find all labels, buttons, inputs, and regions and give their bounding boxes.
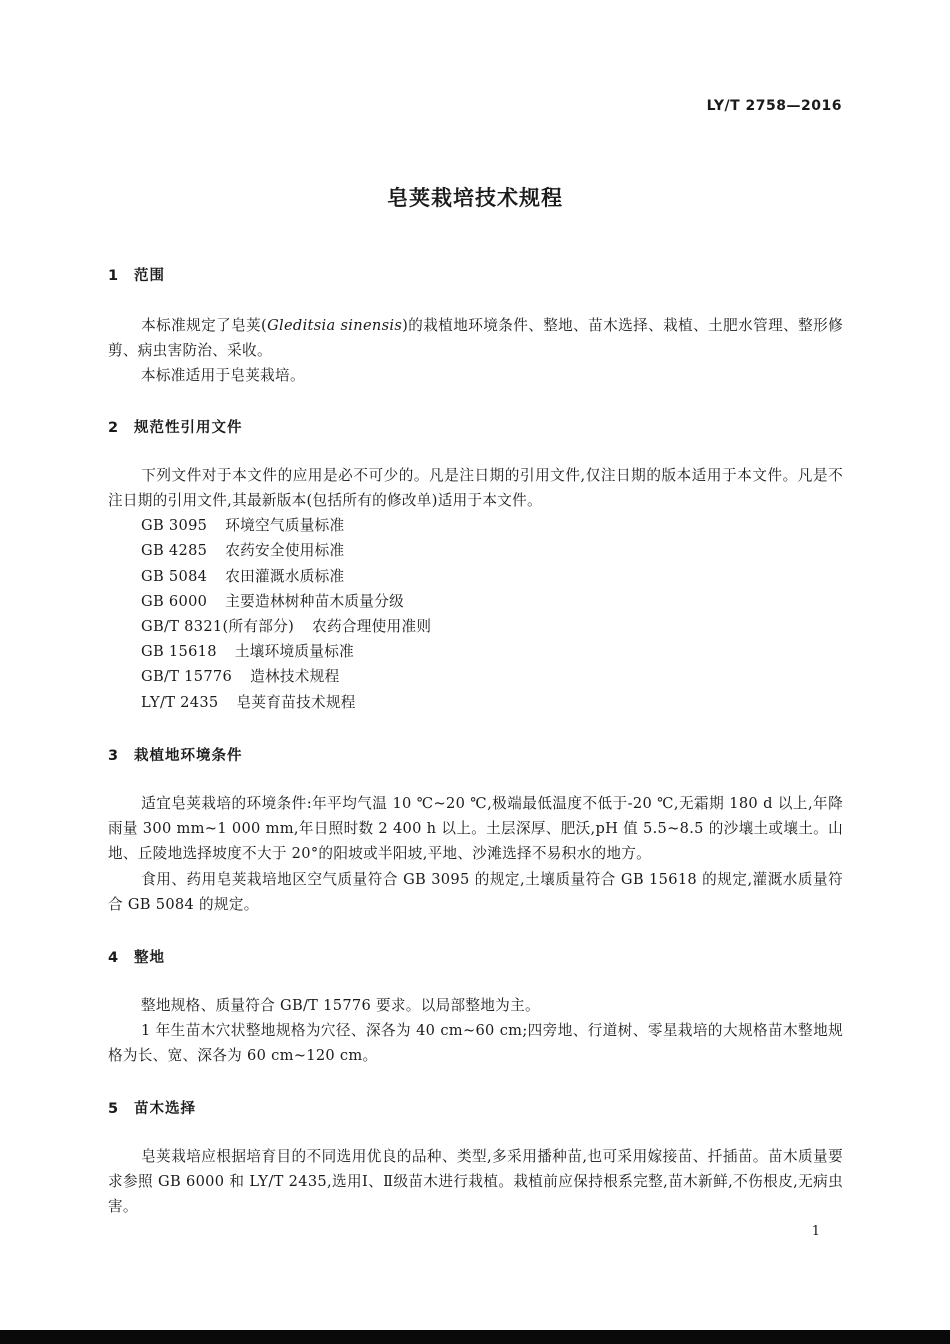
section-number: 2 <box>108 420 120 436</box>
paragraph: 皂荚栽培应根据培育目的不同选用优良的品种、类型,多采用播种苗,也可采用嫁接苗、扦插苗。苗木质量要求参照 GB 6000 和 LY/T 2435,选用Ⅰ、Ⅱ级苗木进行栽植。栽植前应保持根系完整,苗木新鲜,不伤根皮,无病虫害。 <box>108 1148 843 1215</box>
section-heading-4 <box>108 946 165 967</box>
reference-item: GB 5084 农田灌溉水质标准 <box>141 568 345 585</box>
section-heading-2 <box>108 416 243 437</box>
paragraph: 适宜皂荚栽培的环境条件:年平均气温 10 ℃~20 ℃,极端最低温度不低于-20 ℃,无霜期 180 d 以上,年降雨量 300 mm~1 000 mm,年日照时数 2 400 h 以上。土层深厚、肥沃,pH 值 5.5~8.5 的沙壤土或壤土。山地、丘陵地选择坡度不大于 20°的阳坡或半阳坡,平地、沙滩选择不易积水的地方。 <box>108 795 843 862</box>
reference-item: GB 4285 农药安全使用标准 <box>141 542 345 559</box>
reference-item: GB/T 8321(所有部分) 农药合理使用准则 <box>141 618 432 635</box>
paragraph: 食用、药用皂荚栽培地区空气质量符合 GB 3095 的规定,土壤质量符合 GB 15618 的规定,灌溉水质量符合 GB 5084 的规定。 <box>108 871 843 913</box>
page-number: 1 <box>811 1224 820 1239</box>
section-title: 规范性引用文件 <box>134 420 243 436</box>
section-number: 4 <box>108 950 120 966</box>
section-title: 苗木选择 <box>134 1101 196 1117</box>
section-number: 3 <box>108 748 120 764</box>
reference-item: GB 3095 环境空气质量标准 <box>141 517 345 534</box>
section-title: 栽植地环境条件 <box>134 748 243 764</box>
section-number: 5 <box>108 1101 120 1117</box>
document-title: 皂荚栽培技术规程 <box>387 186 563 210</box>
reference-item: GB/T 15776 造林技术规程 <box>141 668 340 685</box>
reference-item: LY/T 2435 皂荚育苗技术规程 <box>141 694 356 711</box>
section-title: 整地 <box>134 950 165 966</box>
reference-item: GB 6000 主要造林树种苗木质量分级 <box>141 593 404 610</box>
paragraph: 整地规格、质量符合 GB/T 15776 要求。以局部整地为主。 <box>141 997 540 1014</box>
paragraph: 本标准规定了皂荚(Gleditsia sinensis)的栽植地环境条件、整地、苗木选择、栽植、土肥水管理、整形修剪、病虫害防治、采收。 <box>108 317 843 359</box>
section-heading-5 <box>108 1097 196 1118</box>
scan-edge-bar <box>0 1330 950 1344</box>
section-heading-3 <box>108 744 243 765</box>
latin-name: Gleditsia sinensis <box>267 317 403 334</box>
paragraph: 下列文件对于本文件的应用是必不可少的。凡是注日期的引用文件,仅注日期的版本适用于本文件。凡是不注日期的引用文件,其最新版本(包括所有的修改单)适用于本文件。 <box>108 467 843 509</box>
reference-item: GB 15618 土壤环境质量标准 <box>141 643 355 660</box>
section-number: 1 <box>108 268 120 284</box>
section-heading-1 <box>108 264 165 285</box>
document-code: LY/T 2758—2016 <box>706 98 842 114</box>
section-title: 范围 <box>134 268 165 284</box>
paragraph: 本标准适用于皂荚栽培。 <box>141 367 305 384</box>
paragraph: 1 年生苗木穴状整地规格为穴径、深各为 40 cm~60 cm;四旁地、行道树、零星栽培的大规格苗木整地规格为长、宽、深各为 60 cm~120 cm。 <box>108 1022 843 1064</box>
